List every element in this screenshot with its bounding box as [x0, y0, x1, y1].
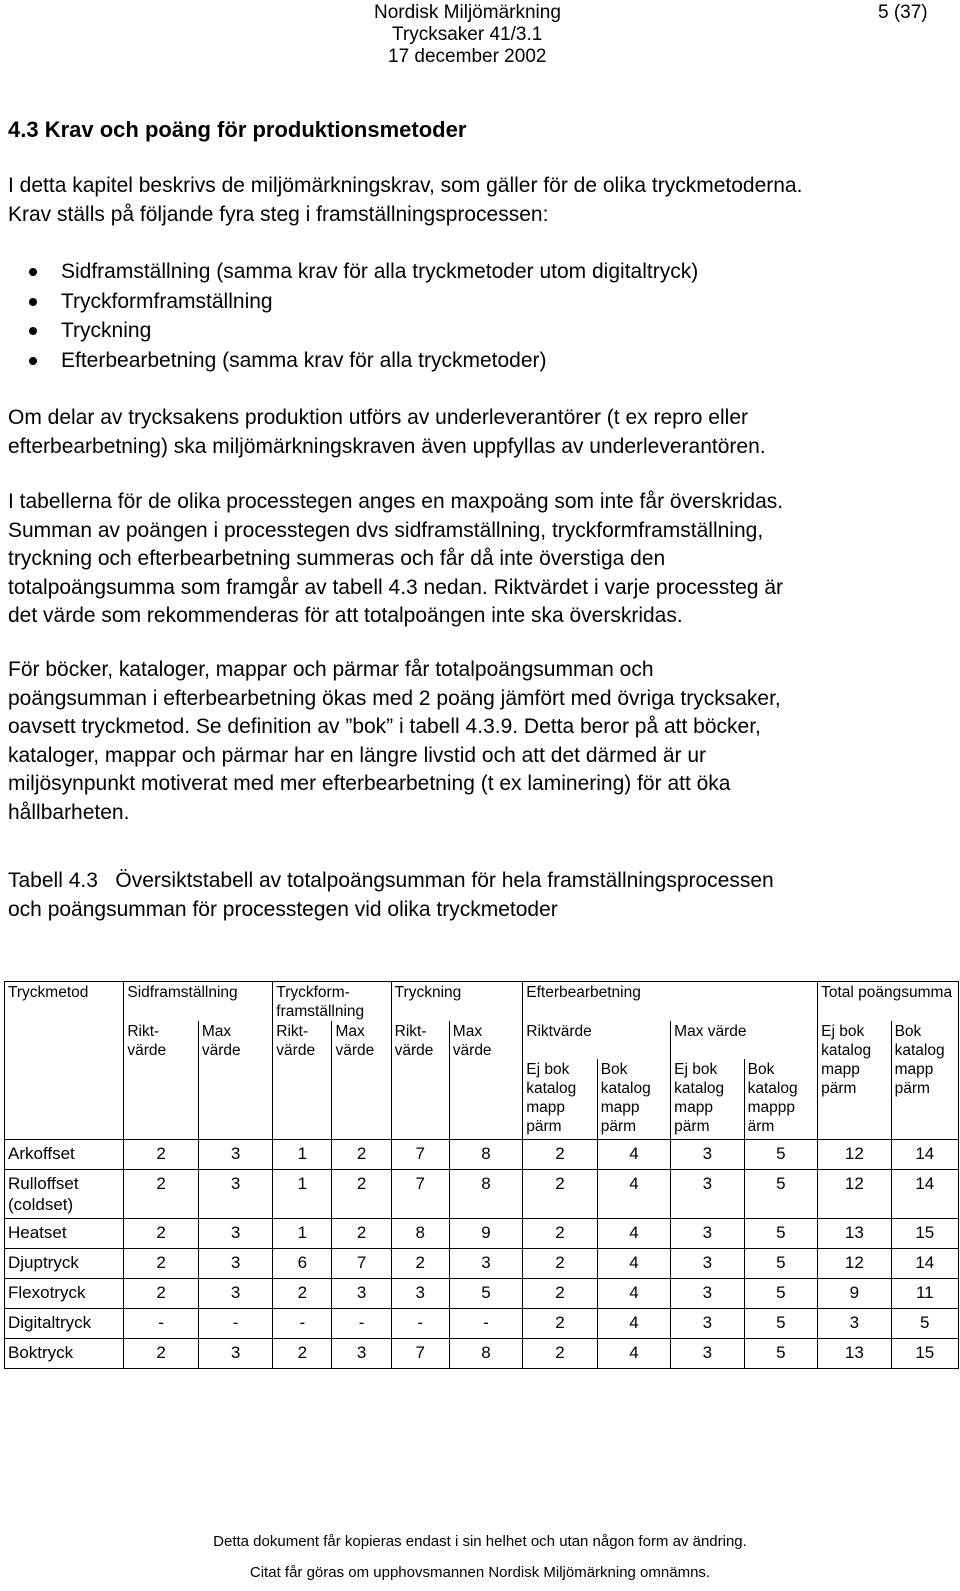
value-cell: 9 [449, 1218, 522, 1248]
value-cell: 3 [671, 1278, 744, 1308]
value-cell: 3 [671, 1169, 744, 1218]
method-name-cell: Flexotryck [5, 1278, 124, 1308]
value-cell: 14 [891, 1139, 958, 1169]
header-cell: Rikt- värde [273, 1021, 332, 1139]
value-cell: 2 [273, 1278, 332, 1308]
value-cell: 5 [744, 1308, 818, 1338]
value-cell: 2 [273, 1338, 332, 1368]
value-cell: 1 [273, 1169, 332, 1218]
value-cell: 2 [523, 1139, 597, 1169]
value-cell: 11 [891, 1278, 958, 1308]
value-cell: 2 [523, 1308, 597, 1338]
list-item: Sidframställning (samma krav för alla tryckmetoder utom digitaltryck) [8, 257, 698, 287]
header-cell [5, 1021, 124, 1059]
value-cell: 4 [597, 1218, 670, 1248]
value-cell: 4 [597, 1248, 670, 1278]
value-cell: - [391, 1308, 449, 1338]
value-cell: 1 [273, 1139, 332, 1169]
text-line: I detta kapitel beskrivs de miljömärkningskrav, som gäller för de olika tryckmetoderna. [8, 174, 803, 197]
table-row [5, 1278, 959, 1308]
header-cell: Tryckning [391, 982, 523, 1022]
text-line: efterbearbetning) ska miljömärkningskraven även uppfyllas av underleverantören. [8, 434, 766, 458]
value-cell: 9 [818, 1278, 891, 1308]
value-cell: 5 [744, 1218, 818, 1248]
table-row [5, 1169, 959, 1218]
value-cell: 13 [818, 1338, 891, 1368]
header-cell: Bok katalog mapp pärm [891, 1021, 958, 1139]
bullet-list [8, 257, 698, 375]
bullet-icon [29, 268, 37, 276]
table-row [5, 1308, 959, 1338]
value-cell: 5 [449, 1278, 522, 1308]
value-cell: 3 [671, 1248, 744, 1278]
header-cell: Rikt- värde [391, 1021, 449, 1139]
value-cell: 5 [744, 1248, 818, 1278]
text-line: kataloger, mappar och pärmar har en längre livstid och att det därmed är ur [8, 743, 707, 767]
table-row [5, 1338, 959, 1368]
value-cell: 5 [744, 1139, 818, 1169]
text-line: oavsett tryckmetod. Se definition av ”bok” i tabell 4.3.9. Detta beror på att böcker, [8, 715, 761, 738]
method-name-cell: Arkoffset [5, 1139, 124, 1169]
value-cell: 2 [523, 1248, 597, 1278]
value-cell: 14 [891, 1248, 958, 1278]
value-cell: - [332, 1308, 391, 1338]
header-cell: Max värde [332, 1021, 391, 1139]
value-cell: 3 [198, 1338, 272, 1368]
header-cell: Total poängsumma [818, 982, 959, 1022]
value-cell: - [449, 1308, 522, 1338]
value-cell: - [273, 1308, 332, 1338]
bullet-icon [29, 327, 37, 335]
value-cell: - [198, 1308, 272, 1338]
value-cell: 4 [597, 1139, 670, 1169]
header-cell: Efterbearbetning [523, 982, 818, 1022]
table-row [5, 1139, 959, 1169]
method-name-cell: Djuptryck [5, 1248, 124, 1278]
header-cell: Sidframställning [124, 982, 273, 1022]
method-name-cell: Digitaltryck [5, 1308, 124, 1338]
value-cell: 2 [124, 1248, 198, 1278]
value-cell: 15 [891, 1218, 958, 1248]
value-cell: 3 [198, 1139, 272, 1169]
header-cell: Tryckform- framställning [273, 982, 391, 1022]
value-cell: 3 [818, 1308, 891, 1338]
value-cell: 5 [744, 1338, 818, 1368]
value-cell: 8 [449, 1338, 522, 1368]
value-cell: 3 [671, 1139, 744, 1169]
footer-copy-notice: Detta dokument får kopieras endast i sin helhet och utan någon form av ändring. [213, 1533, 747, 1550]
table-caption [8, 866, 774, 924]
header-page-number: 5 (37) [878, 2, 928, 23]
text-line: det värde som rekommenderas för att totalpoängen inte ska överskridas. [8, 604, 683, 627]
header-cell [5, 1059, 124, 1139]
text-line: tryckning och efterbearbetning summeras och får då inte överstiga den [8, 547, 666, 570]
value-cell: 3 [198, 1218, 272, 1248]
header-date: 17 december 2002 [388, 46, 547, 67]
value-cell: 2 [124, 1139, 198, 1169]
value-cell: 2 [124, 1169, 198, 1218]
paragraph-underleverantorer [8, 404, 766, 461]
header-cell: Tryckmetod [5, 982, 124, 1022]
header-cell: Max värde [449, 1021, 522, 1139]
value-cell: 2 [523, 1338, 597, 1368]
list-item: Efterbearbetning (samma krav för alla tryckmetoder) [8, 346, 698, 376]
value-cell: 2 [332, 1169, 391, 1218]
header-cell: Max värde [671, 1021, 818, 1059]
header-cell: Bok katalog mapp pärm [597, 1059, 670, 1139]
value-cell: 5 [744, 1278, 818, 1308]
header-document-id: Trycksaker 41/3.1 [392, 24, 543, 45]
value-cell: 7 [391, 1169, 449, 1218]
value-cell: 3 [332, 1278, 391, 1308]
value-cell: 7 [332, 1248, 391, 1278]
section-heading: 4.3 Krav och poäng för produktionsmetoder [8, 117, 467, 142]
header-cell: Ej bok katalog mapp pärm [523, 1059, 597, 1139]
paragraph-bocker [8, 656, 781, 827]
text-line: miljösynpunkt motiverat med mer efterbearbetning (t ex laminering) för att öka [8, 772, 731, 795]
value-cell: 12 [818, 1169, 891, 1218]
value-cell: 3 [449, 1248, 522, 1278]
header-organization: Nordisk Miljömärkning [374, 2, 561, 23]
value-cell: 3 [198, 1248, 272, 1278]
value-cell: 5 [744, 1169, 818, 1218]
header-cell: Bok katalog mappp ärm [744, 1059, 818, 1139]
text-line: hållbarheten. [8, 800, 130, 824]
text-line: och poängsumman för processtegen vid olika tryckmetoder [8, 898, 558, 921]
value-cell: 1 [273, 1218, 332, 1248]
header-cell: Riktvärde [523, 1021, 671, 1059]
value-cell: 3 [332, 1338, 391, 1368]
value-cell: 8 [449, 1169, 522, 1218]
header-cell: Ej bok katalog mapp pärm [671, 1059, 744, 1139]
value-cell: 2 [523, 1169, 597, 1218]
value-cell: 8 [449, 1139, 522, 1169]
list-item: Tryckning [8, 316, 698, 346]
footer-citation-notice: Citat får göras om upphovsmannen Nordisk Miljömärkning omnämns. [249, 1564, 711, 1581]
value-cell: 15 [891, 1338, 958, 1368]
value-cell: 12 [818, 1248, 891, 1278]
value-cell: 2 [124, 1218, 198, 1248]
header-cell: Rikt- värde [124, 1021, 198, 1139]
text-line: Tabell 4.3 Översiktstabell av totalpoängsumman för hela framställningsprocessen [8, 869, 774, 892]
value-cell: 13 [818, 1218, 891, 1248]
value-cell: 7 [391, 1338, 449, 1368]
value-cell: 3 [198, 1169, 272, 1218]
value-cell: 2 [391, 1248, 449, 1278]
table-row [5, 1218, 959, 1248]
text-line: För böcker, kataloger, mappar och pärmar får totalpoängsumman och [8, 658, 654, 681]
text-line: Om delar av trycksakens produktion utförs av underleverantörer (t ex repro eller [8, 406, 748, 429]
value-cell: 2 [332, 1139, 391, 1169]
points-table [4, 981, 959, 1369]
value-cell: 4 [597, 1169, 670, 1218]
value-cell: 4 [597, 1308, 670, 1338]
header-cell: Ej bok katalog mapp pärm [818, 1021, 891, 1139]
value-cell: 2 [332, 1218, 391, 1248]
value-cell: 8 [391, 1218, 449, 1248]
value-cell: 5 [891, 1308, 958, 1338]
text-line: I tabellerna för de olika processtegen anges en maxpoäng som inte får överskridas. [8, 490, 784, 513]
value-cell: 6 [273, 1248, 332, 1278]
value-cell: 2 [523, 1278, 597, 1308]
method-name-cell: Heatset [5, 1218, 124, 1248]
value-cell: 4 [597, 1338, 670, 1368]
value-cell: 3 [391, 1278, 449, 1308]
text-line: poängsumman i efterbearbetning ökas med 2 poäng jämfört med övriga trycksaker, [8, 686, 781, 710]
value-cell: 7 [391, 1139, 449, 1169]
intro-paragraph [8, 172, 802, 229]
value-cell: 2 [124, 1278, 198, 1308]
value-cell: 12 [818, 1139, 891, 1169]
list-item: Tryckformframställning [8, 287, 698, 317]
paragraph-maxpoang [8, 488, 783, 631]
value-cell: 14 [891, 1169, 958, 1218]
value-cell: 3 [671, 1338, 744, 1368]
value-cell: 2 [124, 1338, 198, 1368]
value-cell: 4 [597, 1278, 670, 1308]
bullet-icon [29, 357, 37, 365]
text-line: Krav ställs på följande fyra steg i framställningsprocessen: [8, 202, 549, 226]
value-cell: 3 [671, 1218, 744, 1248]
value-cell: - [124, 1308, 198, 1338]
method-name-cell: Boktryck [5, 1338, 124, 1368]
bullet-icon [29, 298, 37, 306]
header-cell: Max värde [198, 1021, 272, 1139]
table-row [5, 1248, 959, 1278]
value-cell: 3 [198, 1278, 272, 1308]
method-name-cell: Rulloffset (coldset) [5, 1169, 124, 1218]
text-line: totalpoängsumma som framgår av tabell 4.3 nedan. Riktvärdet i varje processteg är [8, 575, 784, 599]
value-cell: 3 [671, 1308, 744, 1338]
value-cell: 2 [523, 1218, 597, 1248]
text-line: Summan av poängen i processtegen dvs sidframställning, tryckformframställning, [8, 518, 764, 542]
